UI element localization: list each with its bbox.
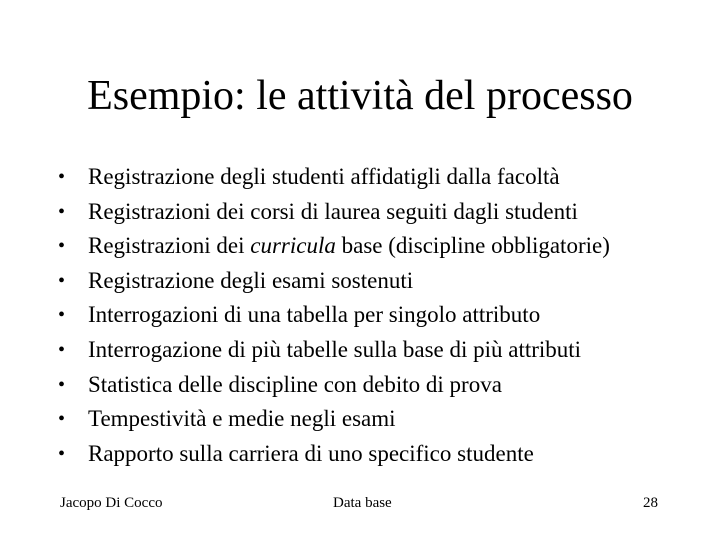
list-item-text: Statistica delle discipline con debito di prova xyxy=(88,371,502,397)
list-item-text: Registrazione degli studenti affidatigli dalla facoltà xyxy=(88,164,560,189)
list-item-text-prefix: Registrazioni dei xyxy=(88,233,251,259)
list-item-text: Registrazioni dei corsi di laurea seguiti dagli studenti xyxy=(88,198,578,224)
list-item-text: Tempestività e medie negli esami xyxy=(88,406,396,432)
bullet-icon: • xyxy=(58,373,66,396)
list-item-text: Registrazione degli esami sostenuti xyxy=(88,267,414,293)
bullet-icon: • xyxy=(58,408,66,431)
bullet-list xyxy=(58,160,698,471)
bullet-icon: • xyxy=(58,235,66,258)
footer-author: Jacopo Di Cocco xyxy=(60,495,163,511)
list-item-text: Interrogazione di più tabelle sulla base di più attributi xyxy=(88,336,582,362)
bullet-icon: • xyxy=(58,200,66,223)
bullet-icon: • xyxy=(58,304,66,327)
footer-title: Data base xyxy=(333,495,392,511)
bullet-icon: • xyxy=(58,338,66,361)
list-item-text-italic: curricula xyxy=(250,233,336,259)
list-item xyxy=(58,437,698,472)
list-item xyxy=(58,333,698,368)
list-item xyxy=(58,298,698,333)
page-number: 28 xyxy=(643,495,658,511)
slide-title: Esempio: le attività del processo xyxy=(87,73,633,119)
bullet-icon: • xyxy=(58,442,66,465)
list-item xyxy=(58,195,698,230)
list-item xyxy=(58,402,698,437)
list-item-text: Rapporto sulla carriera di uno specifico studente xyxy=(88,440,534,466)
bullet-icon: • xyxy=(58,269,66,292)
list-item-text: Interrogazioni di una tabella per singolo attributo xyxy=(88,302,541,328)
list-item xyxy=(58,264,698,299)
list-item xyxy=(58,229,698,264)
list-item-text-suffix: base (discipline obbligatorie) xyxy=(335,233,610,259)
list-item xyxy=(58,160,698,195)
list-item xyxy=(58,368,698,403)
list-item-text xyxy=(88,229,610,264)
bullet-icon: • xyxy=(58,166,66,188)
